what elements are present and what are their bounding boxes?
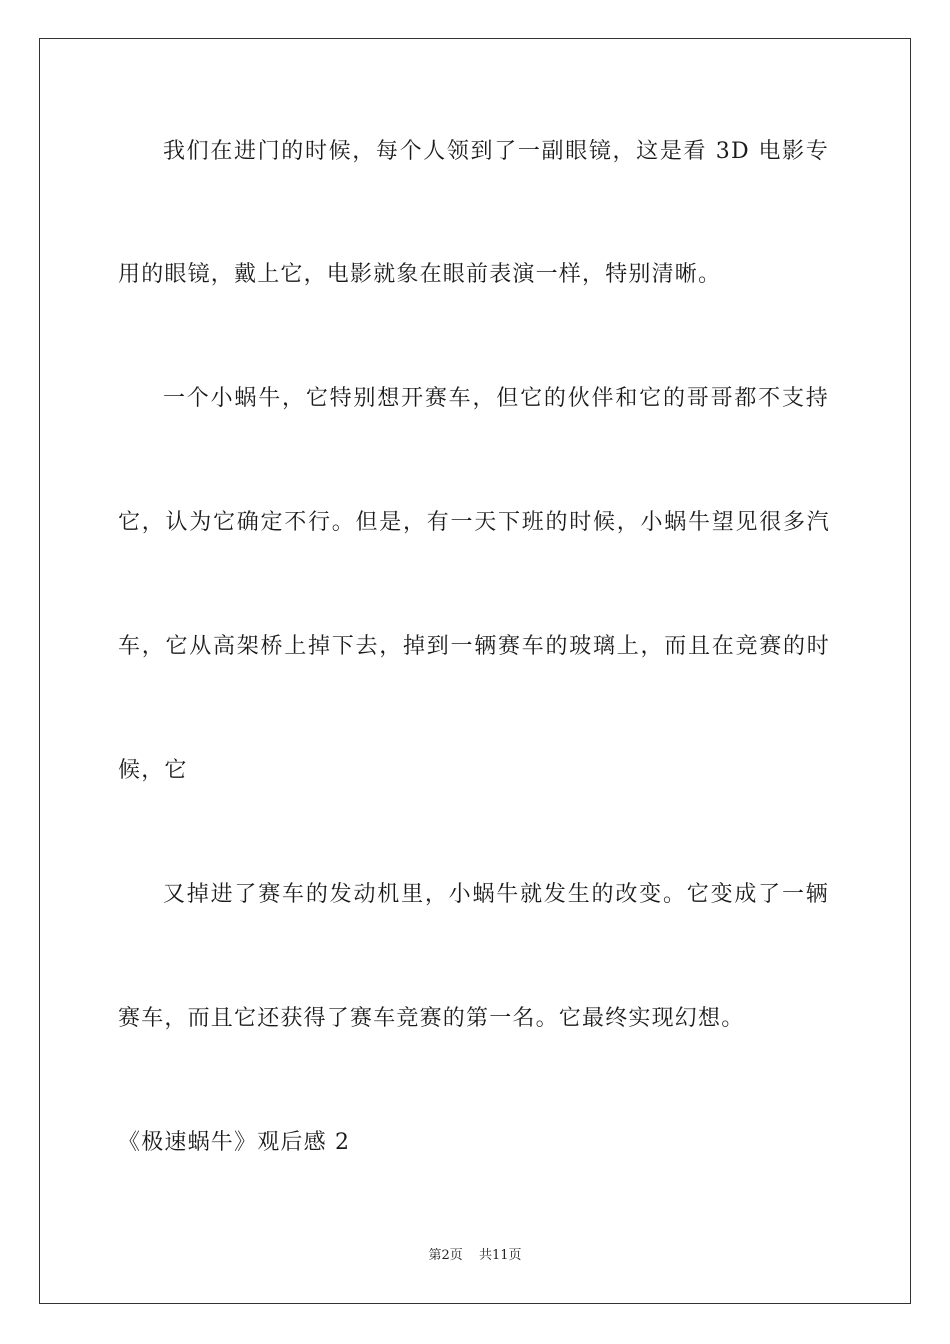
page-total: 共11页 [478, 1248, 522, 1263]
page-number: 第2页 [428, 1248, 463, 1263]
paragraph-1-line-2: 用的眼镜，戴上它，电影就象在眼前表演一样，特别清晰。 [118, 262, 722, 287]
paragraph-1-line-1: 我们在进门的时候，每个人领到了一副眼镜，这是看 3D 电影专 [163, 139, 829, 164]
page-footer [0, 1247, 950, 1265]
paragraph-2-line-1: 一个小蜗牛，它特别想开赛车，但它的伙伴和它的哥哥都不支持 [163, 386, 829, 411]
paragraph-2-line-4: 候，它 [118, 758, 188, 783]
page-border [39, 38, 911, 1304]
paragraph-3-line-2: 赛车，而且它还获得了赛车竞赛的第一名。它最终实现幻想。 [118, 1006, 745, 1031]
paragraph-2-line-2: 它，认为它确定不行。但是，有一天下班的时候，小蜗牛望见很多汽 [118, 510, 830, 535]
paragraph-2-line-3: 车，它从高架桥上掉下去，掉到一辆赛车的玻璃上，而且在竞赛的时 [118, 634, 830, 659]
section-title: 《极速蜗牛》观后感 2 [118, 1130, 351, 1155]
paragraph-3-line-1: 又掉进了赛车的发动机里，小蜗牛就发生的改变。它变成了一辆 [163, 882, 829, 907]
